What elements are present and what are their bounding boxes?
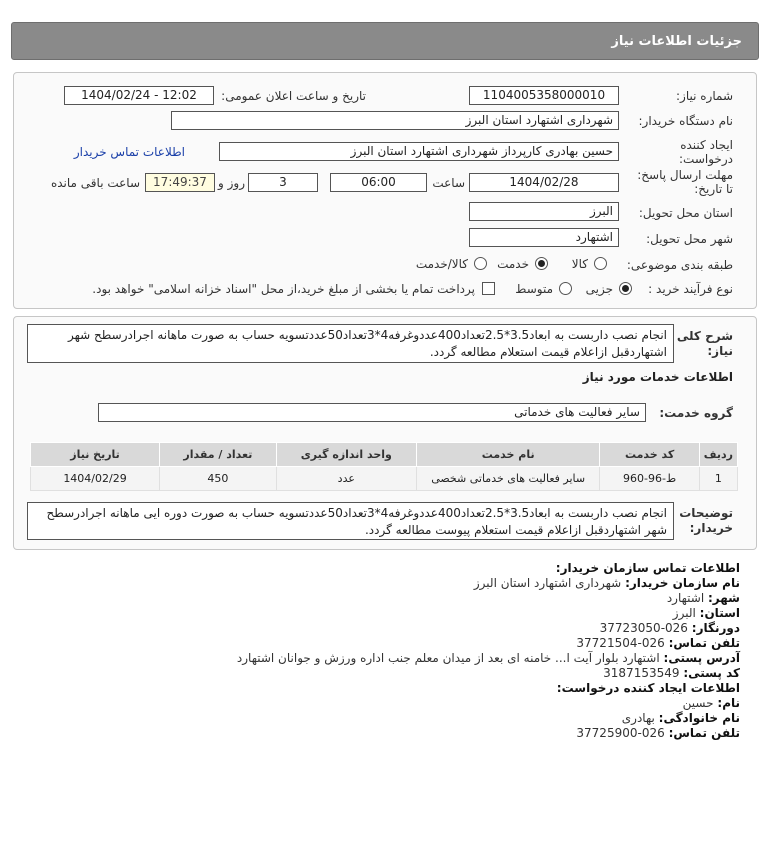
services-table (30, 442, 738, 491)
cell-quantity: 450 (160, 467, 277, 491)
table-row (31, 467, 738, 491)
address-value: اشتهارد بلوار آیت ا... خامنه ای بعد از میدان معلم جنب اداره ورزش و جوانان اشتهارد (236, 651, 660, 665)
deadline-time-label: ساعت (432, 176, 465, 190)
col-header-quantity: تعداد / مقدار (160, 443, 277, 467)
creator-phone-label: تلفن تماس: (668, 726, 740, 740)
page-header (11, 22, 759, 60)
province-field: البرز (469, 202, 619, 221)
buyer-notes-label-line1: توضیحات (679, 506, 733, 520)
org-name-value: شهرداری اشتهارد استان البرز (473, 576, 622, 590)
deadline-label-line2: تا تاریخ: (694, 182, 733, 196)
contact-city-value: اشتهارد (666, 591, 705, 605)
buyer-org-label: نام دستگاه خریدار: (638, 114, 733, 128)
treasury-note: پرداخت تمام یا بخشی از مبلغ خرید،از محل "اسناد خزانه اسلامی" خواهد بود. (92, 282, 475, 296)
city-field: اشتهارد (469, 228, 619, 247)
process-label: نوع فرآیند خرید : (648, 282, 733, 296)
announce-datetime-label: تاریخ و ساعت اعلان عمومی: (221, 89, 366, 103)
phone-label: تلفن تماس: (668, 636, 740, 650)
remaining-time-label: ساعت باقی مانده (50, 176, 140, 190)
buyer-notes-text: انجام نصب داربست به ابعاد3.5*2.5تعداد400عددوغرفه4*3تعداد50عددتسویه حساب به صورت دوره ایی ماهانه اجرادرسطح شهر اشتهاردقبل ازاعلام قیمت استعلام پیوست مطالعه گردد. (27, 502, 674, 540)
requester-label-line1: ایجاد کننده (680, 138, 733, 152)
fax-value: 026-37723050 (599, 621, 688, 635)
col-header-unit: واحد اندازه گیری (276, 443, 416, 467)
cell-service-code: ط-96-960 (600, 467, 699, 491)
summary-text: انجام نصب داربست به ابعاد3.5*2.5تعداد400عددوغرفه4*3تعداد50عددتسویه حساب به صورت ماهانه اجرادرسطح شهر اشتهاردقبل ازاعلام قیمت استعلام مطالعه گردد. (27, 324, 674, 363)
col-header-need-date: تاریخ نیاز (31, 443, 160, 467)
cell-need-date: 1404/02/29 (31, 467, 160, 491)
contact-info (237, 561, 740, 741)
deadline-time-field: 06:00 (330, 173, 427, 192)
postal-code-label: کد پستی: (683, 666, 740, 680)
services-section-title: اطلاعات خدمات مورد نیاز (582, 370, 733, 384)
col-header-service-name: نام خدمت (416, 443, 600, 467)
province-label: استان محل تحویل: (638, 206, 733, 220)
service-group-label: گروه خدمت: (659, 406, 733, 420)
last-name-label: نام خانوادگی: (658, 711, 740, 725)
summary-label-line2: نیاز: (707, 344, 733, 358)
cell-service-name: سایر فعالیت های خدماتی شخصی (416, 467, 600, 491)
category-radio-goods[interactable] (594, 257, 607, 270)
contact-city-label: شهر: (708, 591, 740, 605)
deadline-days-field: 3 (248, 173, 318, 192)
first-name-value: حسین (682, 696, 714, 710)
summary-label-line1: شرح کلی (676, 329, 733, 343)
page-title: جزئیات اطلاعات نیاز (611, 33, 742, 49)
col-header-row-number: ردیف (699, 443, 737, 467)
announce-datetime-field: 1404/02/24 - 12:02 (64, 86, 214, 105)
deadline-label-line1: مهلت ارسال پاسخ: (637, 168, 733, 182)
category-radio-goods-service[interactable] (474, 257, 487, 270)
category-option-goods-service: کالا/خدمت (415, 257, 468, 271)
table-header-row (31, 443, 738, 467)
need-number-label: شماره نیاز: (676, 89, 733, 103)
process-option-medium: متوسط (515, 282, 553, 296)
treasury-checkbox[interactable] (482, 282, 495, 295)
postal-code-value: 3187153549 (603, 666, 680, 680)
phone-value: 026-37721504 (576, 636, 665, 650)
col-header-service-code: کد خدمت (600, 443, 699, 467)
process-option-minor: جزیی (585, 282, 613, 296)
city-label: شهر محل تحویل: (646, 232, 733, 246)
fax-label: دورنگار: (691, 621, 740, 635)
last-name-value: بهادری (621, 711, 655, 725)
address-label: آدرس پستی: (663, 651, 740, 665)
org-contact-title: اطلاعات تماس سازمان خریدار: (555, 561, 740, 575)
process-radio-minor[interactable] (619, 282, 632, 295)
org-name-label: نام سازمان خریدار: (625, 576, 740, 590)
category-option-goods: کالا (571, 257, 588, 271)
service-group-field: سایر فعالیت های خدماتی (98, 403, 646, 422)
contact-province-value: البرز (672, 606, 696, 620)
buyer-org-field: شهرداری اشتهارد استان البرز (171, 111, 619, 130)
category-label: طبقه بندی موضوعی: (626, 258, 733, 272)
cell-row-number: 1 (699, 467, 737, 491)
process-radio-medium[interactable] (559, 282, 572, 295)
category-radio-service[interactable] (535, 257, 548, 270)
remaining-time-field: 17:49:37 (145, 173, 215, 192)
requester-label-line2: درخواست: (679, 152, 733, 166)
first-name-label: نام: (717, 696, 740, 710)
category-option-service: خدمت (497, 257, 529, 271)
contact-province-label: استان: (699, 606, 740, 620)
creator-contact-title: اطلاعات ایجاد کننده درخواست: (556, 681, 740, 695)
need-number-field: 1104005358000010 (469, 86, 619, 105)
deadline-days-label: روز و (218, 176, 245, 190)
buyer-notes-label-line2: خریدار: (689, 521, 733, 535)
creator-phone-value: 026-37725900 (576, 726, 665, 740)
deadline-date-field: 1404/02/28 (469, 173, 619, 192)
requester-field: حسین بهادری کارپرداز شهرداری اشتهارد استان البرز (219, 142, 619, 161)
cell-unit: عدد (276, 467, 416, 491)
buyer-contact-link[interactable]: اطلاعات تماس خریدار (73, 145, 185, 159)
